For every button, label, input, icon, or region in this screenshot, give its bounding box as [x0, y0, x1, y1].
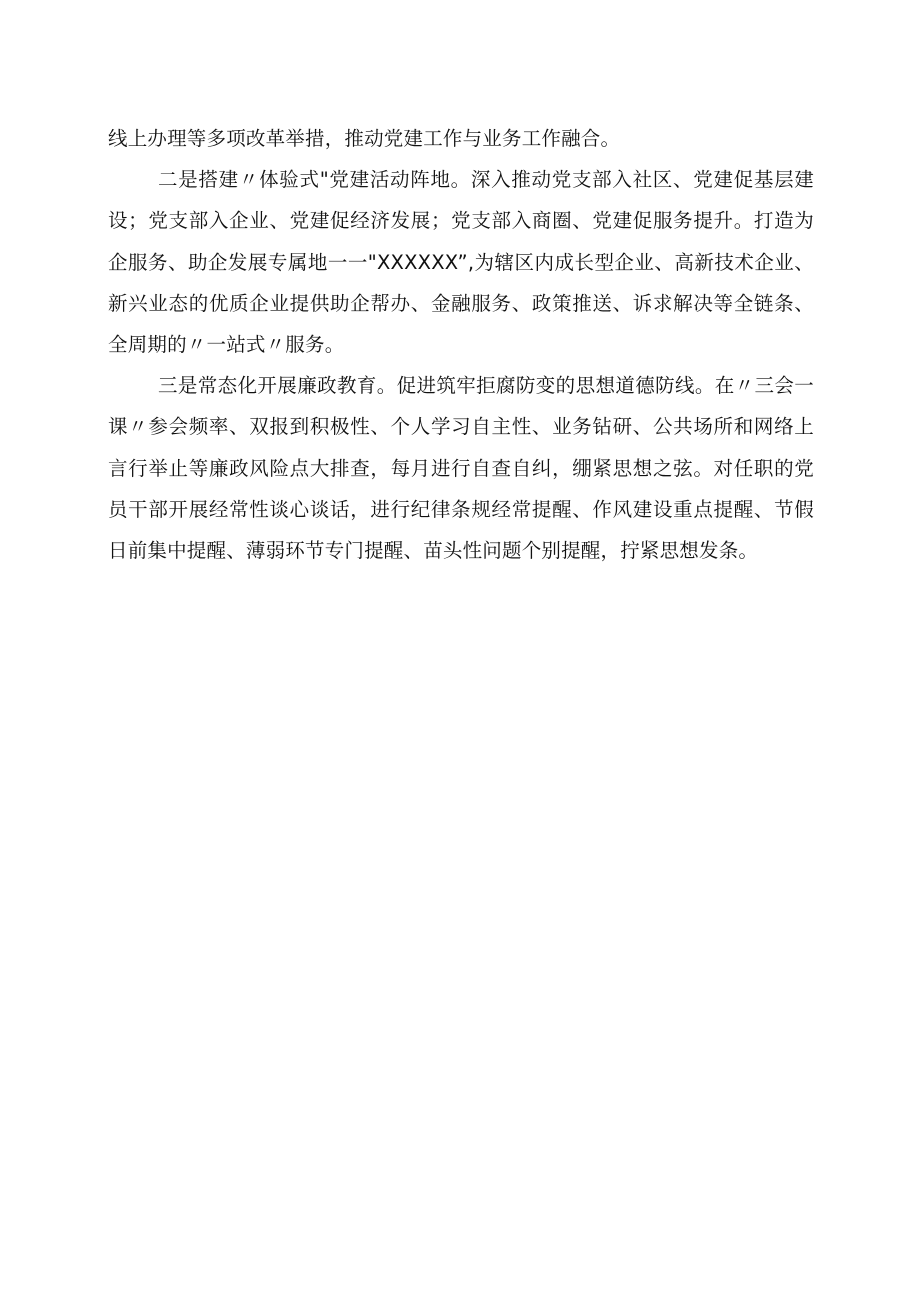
text-line: 课〃参会频率、双报到积极性、个人学习自主性、业务钻研、公共场所和网络上 [108, 415, 814, 439]
text-line: 言行举止等廉政风险点大排查，每月进行自查自纠，绷紧思想之弦。对任职的党 [108, 456, 814, 480]
document-body [108, 118, 814, 571]
text-line: 企服务、助企发展专属地一一"XXXXXX”,为辖区内成长型企业、高新技术企业、 [108, 250, 814, 274]
text-line: 三是常态化开展廉政教育。促进筑牢拒腐防变的思想道德防线。在〃三会一 [158, 374, 814, 398]
text-line: 员干部开展经常性谈心谈话，进行纪律条规经常提醒、作风建设重点提醒、节假 [108, 497, 814, 521]
text-line: 设；党支部入企业、党建促经济发展；党支部入商圈、党建促服务提升。打造为 [108, 209, 814, 233]
text-line: 新兴业态的优质企业提供助企帮办、金融服务、政策推送、诉求解决等全链条、 [108, 291, 814, 315]
text-line: 线上办理等多项改革举措，推动党建工作与业务工作融合。 [108, 127, 621, 150]
paragraph-integrity-education [108, 365, 814, 571]
text-line: 日前集中提醒、薄弱环节专门提醒、苗头性问题个别提醒，拧紧思想发条。 [108, 538, 759, 562]
text-line: 二是搭建〃体验式"党建活动阵地。深入推动党支部入社区、党建促基层建 [158, 168, 814, 192]
paragraph-continuation [108, 118, 814, 159]
text-line: 全周期的〃一站式〃服务。 [108, 332, 345, 356]
paragraph-party-activity-base [108, 159, 814, 365]
